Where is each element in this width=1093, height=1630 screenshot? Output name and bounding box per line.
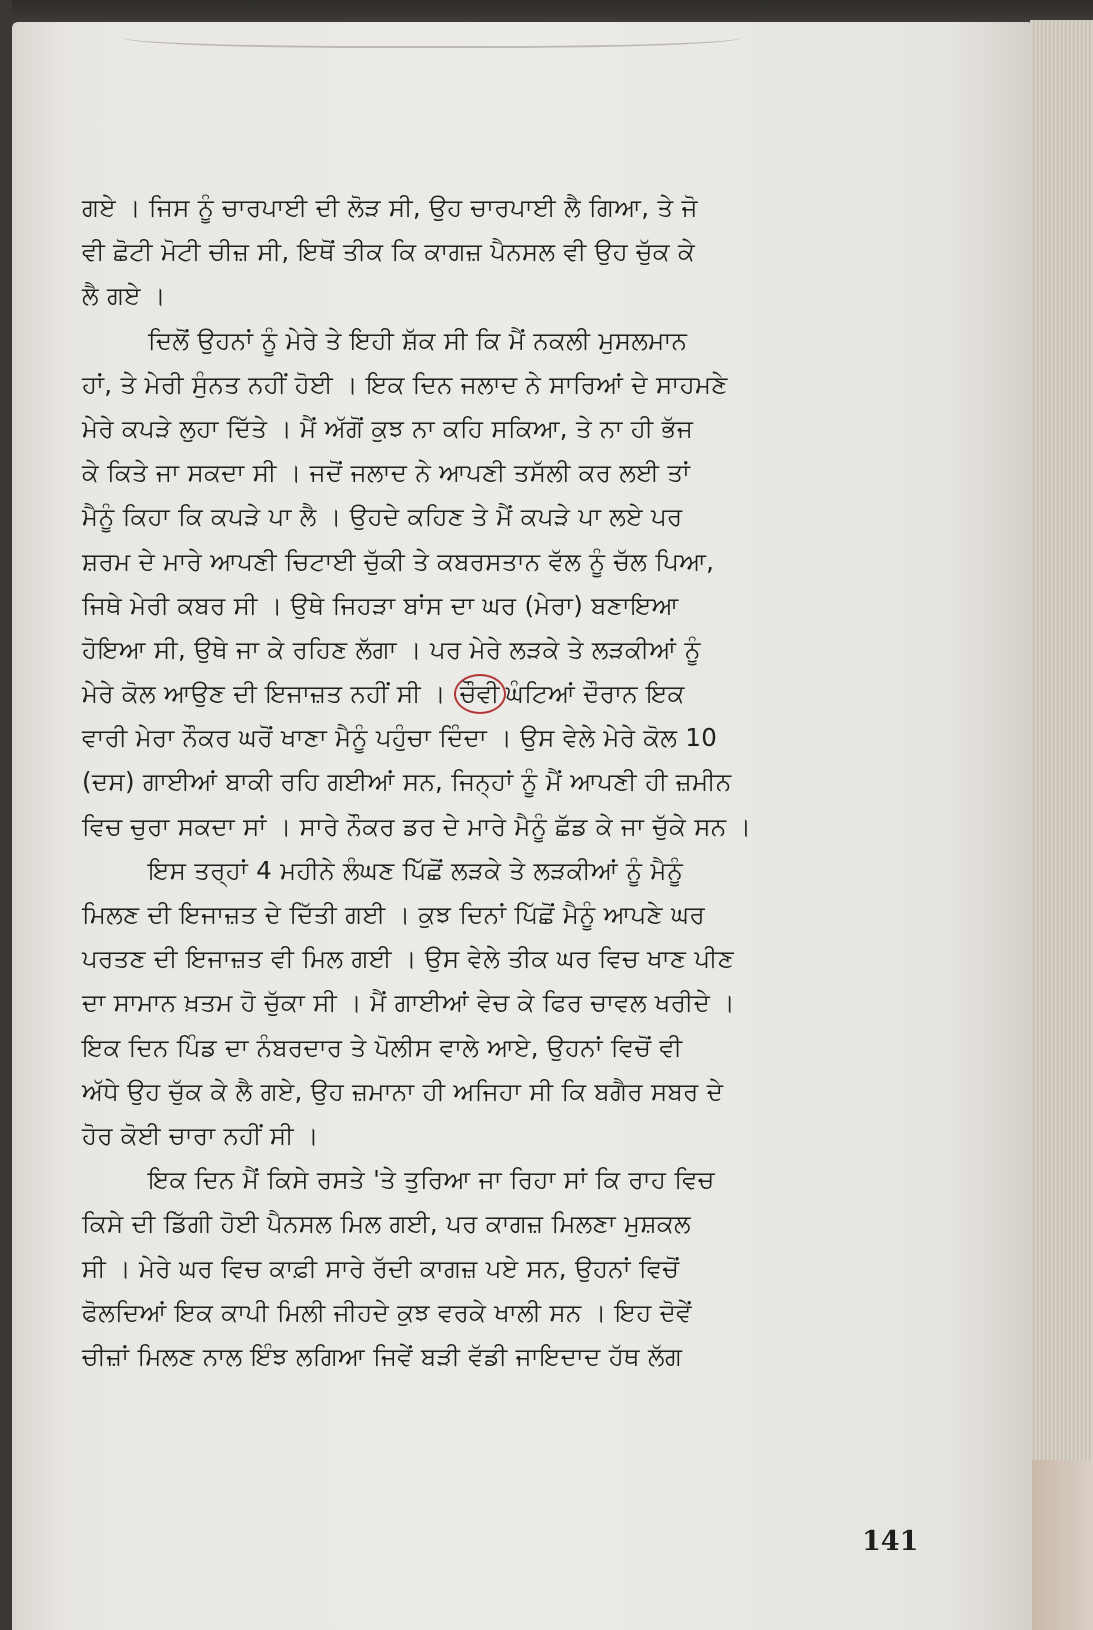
text-line: ਮੇਰੇ ਕਪੜੇ ਲੁਹਾ ਦਿੱਤੇ । ਮੈਂ ਅੱਗੋਂ ਕੁਝ ਨਾ ਕਹਿ ਸਕਿਆ, ਤੇ ਨਾ ਹੀ ਭੱਜ — [82, 413, 694, 443]
text-line: ਗਏ । ਜਿਸ ਨੂੰ ਚਾਰਪਾਈ ਦੀ ਲੋੜ ਸੀ, ਉਹ ਚਾਰਪਾਈ ਲੈ ਗਿਆ, ਤੇ ਜੋ — [82, 193, 698, 222]
text-line: ਇਕ ਦਿਨ ਮੈਂ ਕਿਸੇ ਰਸਤੇ 'ਤੇ ਤੁਰਿਆ ਜਾ ਰਿਹਾ ਸਾਂ ਕਿ ਰਾਹ ਵਿਚ — [148, 1165, 715, 1195]
text-line: ਜਿਥੇ ਮੇਰੀ ਕਬਰ ਸੀ । ਉਥੇ ਜਿਹੜਾ ਬਾਂਸ ਦਾ ਘਰ (ਮੇਰਾ) ਬਣਾਇਆ — [82, 590, 679, 620]
text-line: ਦਿਲੋਂ ਉਹਨਾਂ ਨੂੰ ਮੇਰੇ ਤੇ ਇਹੀ ਸ਼ੱਕ ਸੀ ਕਿ ਮੈਂ ਨਕਲੀ ਮੁਸਲਮਾਨ — [148, 325, 688, 355]
text-line: ਚੀਜ਼ਾਂ ਮਿਲਣ ਨਾਲ ਇੰਝ ਲਗਿਆ ਜਿਵੇਂ ਬੜੀ ਵੱਡੀ ਜਾਇਦਾਦ ਹੱਥ ਲੱਗ — [82, 1341, 683, 1371]
text-line: ਹਾਂ, ਤੇ ਮੇਰੀ ਸੁੰਨਤ ਨਹੀਂ ਹੋਈ । ਇਕ ਦਿਨ ਜਲਾਦ ਨੇ ਸਾਰਿਆਂ ਦੇ ਸਾਹਮਣੇ — [82, 369, 728, 399]
text-line: ਸ਼ਰਮ ਦੇ ਮਾਰੇ ਆਪਣੀ ਚਿਟਾਈ ਚੁੱਕੀ ਤੇ ਕਬਰਸਤਾਨ ਵੱਲ ਨੂੰ ਚੱਲ ਪਿਆ, — [82, 546, 715, 576]
text-line: ਮੈਨੂੰ ਕਿਹਾ ਕਿ ਕਪੜੇ ਪਾ ਲੈ । ਉਹਦੇ ਕਹਿਣ ਤੇ ਮੈਂ ਕਪੜੇ ਪਾ ਲਏ ਪਰ — [82, 502, 683, 532]
page-stack-lower — [1030, 1460, 1093, 1630]
text-line: ਲੈ ਗਏ । — [82, 281, 166, 311]
left-edge — [0, 0, 12, 1630]
text-line: ਹੋਇਆ ਸੀ, ਉਥੇ ਜਾ ਕੇ ਰਹਿਣ ਲੱਗਾ । ਪਰ ਮੇਰੇ ਲੜਕੇ ਤੇ ਲੜਕੀਆਂ ਨੂੰ — [82, 634, 701, 664]
text-line: ਦਾ ਸਾਮਾਨ ਖ਼ਤਮ ਹੋ ਚੁੱਕਾ ਸੀ । ਮੈਂ ਗਾਈਆਂ ਵੇਚ ਕੇ ਫਿਰ ਚਾਵਲ ਖਰੀਦੇ । — [82, 988, 736, 1018]
text-line: ਕਿਸੇ ਦੀ ਡਿੱਗੀ ਹੋਈ ਪੈਨਸਲ ਮਿਲ ਗਈ, ਪਰ ਕਾਗਜ਼ ਮਿਲਣਾ ਮੁਸ਼ਕਲ — [82, 1209, 691, 1239]
text-line: ਕੇ ਕਿਤੇ ਜਾ ਸਕਦਾ ਸੀ । ਜਦੋਂ ਜਲਾਦ ਨੇ ਆਪਣੀ ਤਸੱਲੀ ਕਰ ਲਈ ਤਾਂ — [82, 458, 691, 488]
text-line: ਹੋਰ ਕੋਈ ਚਾਰਾ ਨਹੀਂ ਸੀ । — [82, 1120, 319, 1150]
circled-word: ਚੌਵੀ — [454, 674, 506, 714]
text-line-with-circled-word — [82, 672, 912, 716]
text-line: ਵਿਚ ਚੁਰਾ ਸਕਦਾ ਸਾਂ । ਸਾਰੇ ਨੌਕਰ ਡਰ ਦੇ ਮਾਰੇ ਮੈਨੂੰ ਛੱਡ ਕੇ ਜਾ ਚੁੱਕੇ ਸਨ । — [82, 811, 752, 841]
text-segment: ਮੇਰੇ ਕੋਲ ਆਉਣ ਦੀ ਇਜਾਜ਼ਤ ਨਹੀਂ ਸੀ । — [82, 679, 446, 709]
page-number: 141 — [862, 1526, 919, 1557]
text-line: ਸੀ । ਮੇਰੇ ਘਰ ਵਿਚ ਕਾਫ਼ੀ ਸਾਰੇ ਰੱਦੀ ਕਾਗਜ਼ ਪਏ ਸਨ, ਉਹਨਾਂ ਵਿਚੋਂ — [82, 1253, 680, 1283]
text-line: ਇਕ ਦਿਨ ਪਿੰਡ ਦਾ ਨੰਬਰਦਾਰ ਤੇ ਪੋਲੀਸ ਵਾਲੇ ਆਏ, ਉਹਨਾਂ ਵਿਚੋਂ ਵੀ — [82, 1032, 683, 1062]
page-stack-edge — [1030, 20, 1093, 1630]
text-segment: ਘੰਟਿਆਂ ਦੌਰਾਨ ਇਕ — [505, 679, 685, 709]
text-line: ਮਿਲਣ ਦੀ ਇਜਾਜ਼ਤ ਦੇ ਦਿੱਤੀ ਗਈ । ਕੁਝ ਦਿਨਾਂ ਪਿੱਛੋਂ ਮੈਨੂੰ ਆਪਣੇ ਘਰ — [82, 900, 706, 929]
text-line: ਵੀ ਛੋਟੀ ਮੋਟੀ ਚੀਜ਼ ਸੀ, ਇਥੋਂ ਤੀਕ ਕਿ ਕਾਗਜ਼ ਪੈਨਸਲ ਵੀ ਉਹ ਚੁੱਕ ਕੇ — [82, 237, 695, 267]
page-fold-mark — [122, 22, 742, 48]
text-line: (ਦਸ) ਗਾਈਆਂ ਬਾਕੀ ਰਹਿ ਗਈਆਂ ਸਨ, ਜਿਨ੍ਹਾਂ ਨੂੰ ਮੈਂ ਆਪਣੀ ਹੀ ਜ਼ਮੀਨ — [82, 767, 732, 797]
text-line: ਵਾਰੀ ਮੇਰਾ ਨੌਕਰ ਘਰੋਂ ਖਾਣਾ ਮੈਨੂੰ ਪਹੁੰਚਾ ਦਿੰਦਾ । ਉਸ ਵੇਲੇ ਮੇਰੇ ਕੋਲ 10 — [82, 723, 718, 753]
page-body-text — [82, 186, 912, 1379]
text-line: ਫੋਲਦਿਆਂ ਇਕ ਕਾਪੀ ਮਿਲੀ ਜੀਹਦੇ ਕੁਝ ਵਰਕੇ ਖਾਲੀ ਸਨ । ਇਹ ਦੋਵੇਂ — [82, 1297, 692, 1327]
text-line: ਇਸ ਤਰ੍ਹਾਂ 4 ਮਹੀਨੇ ਲੰਘਣ ਪਿੱਛੋਂ ਲੜਕੇ ਤੇ ਲੜਕੀਆਂ ਨੂੰ ਮੈਨੂੰ — [148, 855, 684, 885]
text-line: ਅੱਧੇ ਉਹ ਚੁੱਕ ਕੇ ਲੈ ਗਏ, ਉਹ ਜ਼ਮਾਨਾ ਹੀ ਅਜਿਹਾ ਸੀ ਕਿ ਬਗੈਰ ਸਬਰ ਦੇ — [82, 1076, 724, 1106]
text-line: ਪਰਤਣ ਦੀ ਇਜਾਜ਼ਤ ਵੀ ਮਿਲ ਗਈ । ਉਸ ਵੇਲੇ ਤੀਕ ਘਰ ਵਿਚ ਖਾਣ ਪੀਣ — [82, 944, 735, 974]
